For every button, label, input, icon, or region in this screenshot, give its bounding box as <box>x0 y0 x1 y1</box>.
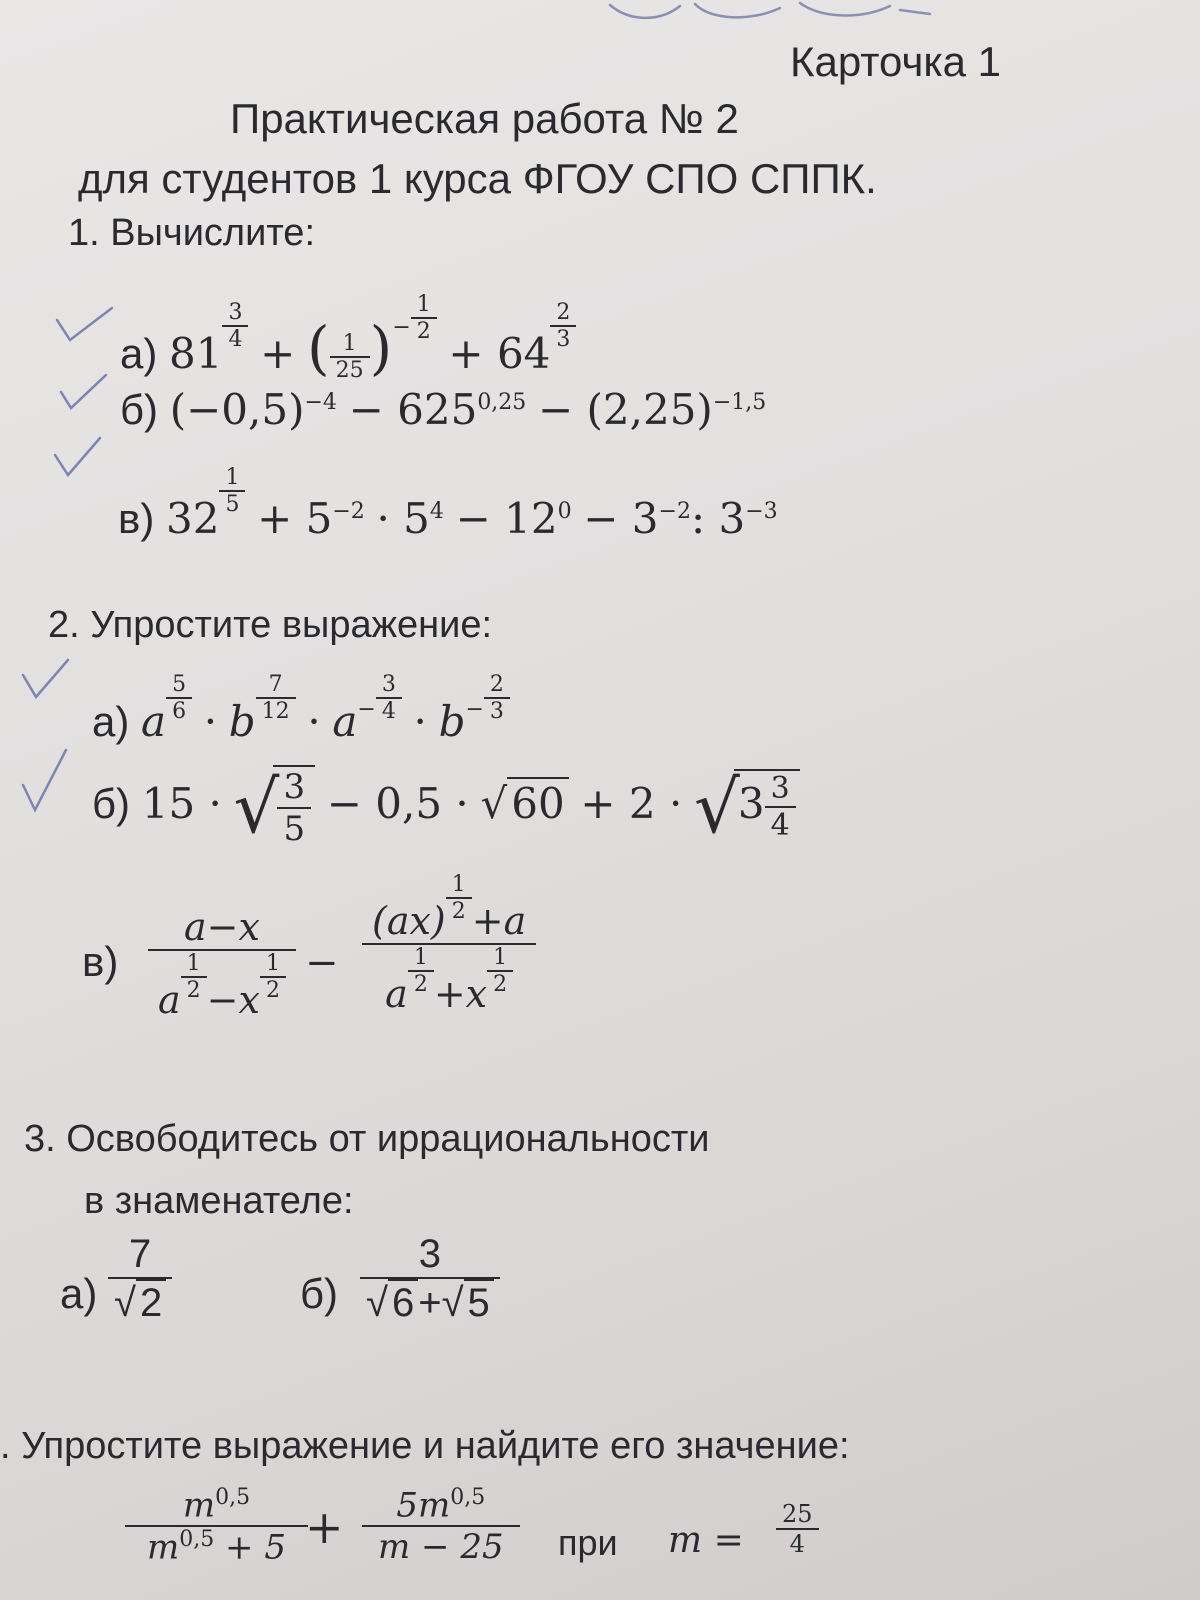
task3-a-fraction: $\frac{7}{√ 2}$ <box>108 1232 172 1326</box>
task2-c-fraction2: (ax) $\frac{1}{2}$ +a a $\frac{1}{2}$ +x $\frac{1}{2}$ <box>362 872 536 1016</box>
check-mark-icon <box>18 745 78 825</box>
task3-b-fraction: $\frac{3}{√ 6 +√ 5}$ <box>360 1232 500 1326</box>
task4-fraction1: $\frac{m^{0,5}}{m^{0,5} + 5}$ <box>125 1485 308 1568</box>
task2-b-expression: б) 15 · √ $\frac{3}{5}$ − 0,5 · √60 + 2 · √3 $\frac{3}{4}$ <box>92 765 800 849</box>
check-mark-icon <box>56 370 116 420</box>
check-mark-icon <box>18 655 78 710</box>
task1-b-expression: б) $(-0,5)^{-4} - 625^{0,25} - (2,25)^{-1,5}$ <box>120 385 767 434</box>
task2-heading: 2. Упростите выражение: <box>48 604 493 646</box>
check-mark-icon <box>50 430 110 485</box>
task3-a-label: а) <box>60 1270 98 1317</box>
page-title: Практическая работа № 2 <box>230 95 739 142</box>
handwritten-scribble <box>600 0 940 30</box>
task1-c-expression: в) 32 $\frac{1}{5}$ + $5^{-2} \cdot 5^4 - 12^0 - 3^{-2}$: $3^{-3}$ <box>118 465 778 543</box>
task4-value-fraction: $\frac{25}{4}$ <box>776 1500 819 1558</box>
task3-b-label: б) <box>300 1270 339 1317</box>
task2-c-minus: − <box>305 940 339 986</box>
task4-plus: + <box>305 1500 344 1554</box>
check-mark-icon <box>52 300 122 355</box>
task4-heading: . Упростите выражение и найдите его значение: <box>0 1425 850 1467</box>
card-number: Карточка 1 <box>790 38 1002 85</box>
task4-m-equals: m = <box>668 1520 744 1561</box>
page-subtitle: для студентов 1 курса ФГОУ СПО СППК. <box>78 155 877 202</box>
task3-heading: 3. Освободитесь от иррациональности <box>24 1118 710 1160</box>
task2-c-fraction1: a−x a $\frac{1}{2}$ −x $\frac{1}{2}$ <box>148 905 296 1022</box>
task2-a-expression: а) a $\frac{5}{6}$ · b $\frac{7}{12}$ · a− $\frac{3}{4}$ · b− $\frac{2}{3}$ <box>92 672 510 746</box>
task4-pri: при <box>558 1522 618 1563</box>
task3-heading-line2: в знаменателе: <box>84 1180 354 1222</box>
task2-c-label: в) <box>82 938 119 985</box>
task1-a-expression: а) 81 $\frac{3}{4}$ + ( $\frac{1}{25}$ )− $\frac{1}{2}$ + 64 $\frac{2}{3}$ <box>120 292 576 383</box>
task4-fraction2: $\frac{5m^{0,5}}{m - 25}$ <box>362 1485 520 1567</box>
task1-heading: 1. Вычислите: <box>68 212 315 254</box>
item-label: а) <box>120 330 158 377</box>
